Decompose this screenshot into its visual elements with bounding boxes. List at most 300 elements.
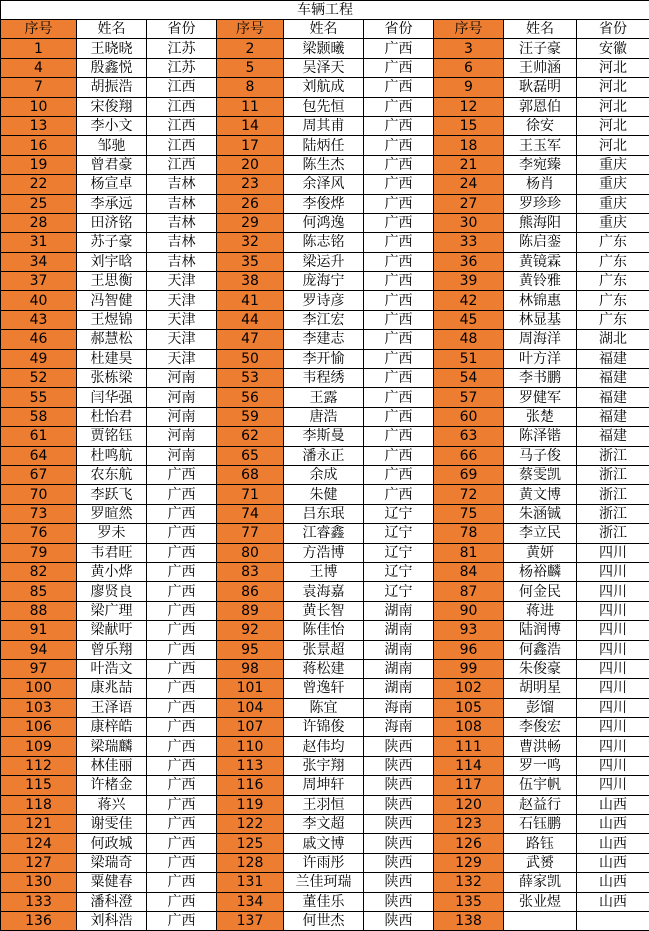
- seq-cell: 14: [217, 116, 284, 135]
- province-cell: 天津: [147, 272, 217, 291]
- province-cell: 广东: [577, 233, 649, 252]
- province-cell: 广西: [147, 892, 217, 911]
- province-cell: 广西: [364, 427, 434, 446]
- table-row: [1, 97, 649, 116]
- seq-cell: 98: [217, 659, 284, 678]
- name-cell: 林显基: [504, 310, 577, 329]
- table-row: [1, 446, 649, 465]
- seq-cell: 58: [1, 407, 77, 426]
- name-cell: 李宛臻: [504, 155, 577, 174]
- province-cell: 吉林: [147, 233, 217, 252]
- province-cell: 湖南: [364, 601, 434, 620]
- name-cell: 武赟: [504, 853, 577, 872]
- name-cell: 李斯曼: [284, 427, 364, 446]
- province-cell: 四川: [577, 679, 649, 698]
- province-cell: 广西: [147, 737, 217, 756]
- name-cell: 路钰: [504, 834, 577, 853]
- seq-cell: 55: [1, 388, 77, 407]
- seq-cell: 118: [1, 795, 77, 814]
- name-cell: 余成: [284, 465, 364, 484]
- seq-cell: 19: [1, 155, 77, 174]
- name-cell: 田济铭: [77, 213, 147, 232]
- name-cell: 杜怡君: [77, 407, 147, 426]
- name-cell: 何鸿逸: [284, 213, 364, 232]
- province-cell: 四川: [577, 756, 649, 775]
- table-row: [1, 233, 649, 252]
- seq-cell: 76: [1, 524, 77, 543]
- seq-cell: 7: [1, 78, 77, 97]
- name-cell: 王帅涵: [504, 58, 577, 77]
- seq-cell: 127: [1, 853, 77, 872]
- name-cell: 胡明星: [504, 679, 577, 698]
- table-row: [1, 213, 649, 232]
- seq-cell: 126: [434, 834, 504, 853]
- name-cell: 袁海嘉: [284, 582, 364, 601]
- table-row: [1, 853, 649, 872]
- name-cell: 庞海宁: [284, 272, 364, 291]
- province-cell: 广西: [364, 446, 434, 465]
- name-cell: 曹洪畅: [504, 737, 577, 756]
- table-row: [1, 873, 649, 892]
- province-cell: 广西: [147, 679, 217, 698]
- table-row: [1, 39, 649, 58]
- table-row: [1, 485, 649, 504]
- name-cell: 林锦惠: [504, 291, 577, 310]
- seq-cell: 115: [1, 776, 77, 795]
- name-cell: 张栋梁: [77, 369, 147, 388]
- name-cell: 梁瑞麟: [77, 737, 147, 756]
- name-cell: 余泽风: [284, 175, 364, 194]
- name-cell: 罗暄然: [77, 504, 147, 523]
- table-row: [1, 601, 649, 620]
- table-row: [1, 524, 649, 543]
- province-cell: 广西: [364, 252, 434, 271]
- province-cell: 四川: [577, 562, 649, 581]
- province-cell: 广西: [364, 58, 434, 77]
- seq-cell: 51: [434, 349, 504, 368]
- name-cell: 黄铃雅: [504, 272, 577, 291]
- province-cell: 四川: [577, 640, 649, 659]
- province-cell: 辽宁: [364, 524, 434, 543]
- name-cell: 梁献吁: [77, 621, 147, 640]
- name-cell: 黄小烨: [77, 562, 147, 581]
- province-cell: 广西: [147, 834, 217, 853]
- seq-cell: 96: [434, 640, 504, 659]
- name-cell: 郭恩伯: [504, 97, 577, 116]
- seq-cell: 57: [434, 388, 504, 407]
- seq-cell: 106: [1, 718, 77, 737]
- province-cell: 广西: [147, 562, 217, 581]
- province-cell: 福建: [577, 388, 649, 407]
- province-cell: 广西: [147, 756, 217, 775]
- seq-cell: 102: [434, 679, 504, 698]
- seq-cell: 32: [217, 233, 284, 252]
- province-cell: 河南: [147, 446, 217, 465]
- name-cell: 徐安: [504, 116, 577, 135]
- province-cell: 天津: [147, 291, 217, 310]
- seq-cell: 84: [434, 562, 504, 581]
- name-cell: 陈启銮: [504, 233, 577, 252]
- seq-cell: 108: [434, 718, 504, 737]
- header-seq-1: 序号: [1, 20, 77, 39]
- seq-cell: 116: [217, 776, 284, 795]
- name-cell: 石钰鹏: [504, 815, 577, 834]
- province-cell: 河南: [147, 369, 217, 388]
- table-row: [1, 718, 649, 737]
- seq-cell: 27: [434, 194, 504, 213]
- name-cell: 谢雯佳: [77, 815, 147, 834]
- seq-cell: 35: [217, 252, 284, 271]
- name-cell: 兰佳珂瑞: [284, 873, 364, 892]
- province-cell: 湖南: [364, 621, 434, 640]
- seq-cell: 107: [217, 718, 284, 737]
- seq-cell: 93: [434, 621, 504, 640]
- province-cell: 河南: [147, 427, 217, 446]
- header-seq-3: 序号: [434, 20, 504, 39]
- seq-cell: 92: [217, 621, 284, 640]
- province-cell: 广东: [577, 272, 649, 291]
- name-cell: 李承远: [77, 194, 147, 213]
- name-cell: 郝慧松: [77, 330, 147, 349]
- name-cell: 董佳乐: [284, 892, 364, 911]
- table-row: [1, 252, 649, 271]
- seq-cell: 82: [1, 562, 77, 581]
- province-cell: 陕西: [364, 815, 434, 834]
- province-cell: 广西: [147, 718, 217, 737]
- name-cell: 吴泽天: [284, 58, 364, 77]
- name-cell: 陈生杰: [284, 155, 364, 174]
- province-cell: 广东: [577, 310, 649, 329]
- name-cell: 李文超: [284, 815, 364, 834]
- seq-cell: 24: [434, 175, 504, 194]
- seq-cell: 34: [1, 252, 77, 271]
- name-cell: 梁运升: [284, 252, 364, 271]
- seq-cell: 9: [434, 78, 504, 97]
- name-cell: 黄文博: [504, 485, 577, 504]
- seq-cell: 88: [1, 601, 77, 620]
- seq-cell: 22: [1, 175, 77, 194]
- province-cell: 四川: [577, 718, 649, 737]
- header-name-2: 姓名: [284, 20, 364, 39]
- province-cell: 江西: [147, 116, 217, 135]
- seq-cell: 38: [217, 272, 284, 291]
- seq-cell: 21: [434, 155, 504, 174]
- name-cell: 陆炳任: [284, 136, 364, 155]
- seq-cell: 113: [217, 756, 284, 775]
- name-cell: 叶方洋: [504, 349, 577, 368]
- province-cell: 辽宁: [364, 543, 434, 562]
- name-cell: 戚文博: [284, 834, 364, 853]
- name-cell: 罗一鸣: [504, 756, 577, 775]
- seq-cell: 37: [1, 272, 77, 291]
- name-cell: 蔡雯凯: [504, 465, 577, 484]
- province-cell: 四川: [577, 659, 649, 678]
- name-cell: 康兆喆: [77, 679, 147, 698]
- seq-cell: 43: [1, 310, 77, 329]
- name-cell: 吕东珉: [284, 504, 364, 523]
- name-cell: 罗健军: [504, 388, 577, 407]
- name-cell: 李书鹏: [504, 369, 577, 388]
- province-cell: 重庆: [577, 194, 649, 213]
- name-cell: 李跃飞: [77, 485, 147, 504]
- name-cell: 何鑫浩: [504, 640, 577, 659]
- name-cell: 王泽语: [77, 698, 147, 717]
- seq-cell: 80: [217, 543, 284, 562]
- province-cell: 浙江: [577, 446, 649, 465]
- province-cell: 河北: [577, 58, 649, 77]
- table-row: [1, 291, 649, 310]
- name-cell: 朱健: [284, 485, 364, 504]
- seq-cell: 123: [434, 815, 504, 834]
- province-cell: 广西: [364, 175, 434, 194]
- title-row: [1, 1, 649, 20]
- name-cell: 罗诗彦: [284, 291, 364, 310]
- name-cell: 蒋松建: [284, 659, 364, 678]
- province-cell: 广西: [364, 39, 434, 58]
- table-row: [1, 272, 649, 291]
- seq-cell: 25: [1, 194, 77, 213]
- seq-cell: 91: [1, 621, 77, 640]
- province-cell: 广西: [364, 136, 434, 155]
- seq-cell: 3: [434, 39, 504, 58]
- province-cell: 陕西: [364, 756, 434, 775]
- name-cell: 梁瑞奇: [77, 853, 147, 872]
- table-row: [1, 640, 649, 659]
- name-cell: 冯智健: [77, 291, 147, 310]
- table-row: [1, 776, 649, 795]
- province-cell: 河北: [577, 97, 649, 116]
- seq-cell: 138: [434, 911, 504, 930]
- province-cell: 江苏: [147, 39, 217, 58]
- province-cell: 山西: [577, 815, 649, 834]
- province-cell: 广西: [147, 543, 217, 562]
- seq-cell: 114: [434, 756, 504, 775]
- seq-cell: 56: [217, 388, 284, 407]
- province-cell: 广西: [147, 621, 217, 640]
- name-cell: 赵益行: [504, 795, 577, 814]
- seq-cell: 46: [1, 330, 77, 349]
- sheet-title: 车辆工程: [1, 1, 649, 20]
- name-cell: 李立民: [504, 524, 577, 543]
- province-cell: 广西: [147, 601, 217, 620]
- province-cell: 吉林: [147, 252, 217, 271]
- name-cell: 宋俊翔: [77, 97, 147, 116]
- name-cell: 陈志铭: [284, 233, 364, 252]
- name-cell: 曾乐翔: [77, 640, 147, 659]
- name-cell: 江睿鑫: [284, 524, 364, 543]
- seq-cell: 50: [217, 349, 284, 368]
- province-cell: 海南: [364, 698, 434, 717]
- seq-cell: 90: [434, 601, 504, 620]
- table-row: [1, 349, 649, 368]
- table-row: [1, 194, 649, 213]
- table-row: [1, 892, 649, 911]
- province-cell: 广东: [577, 291, 649, 310]
- name-cell: 耿磊明: [504, 78, 577, 97]
- province-cell: 广西: [364, 349, 434, 368]
- table-row: [1, 116, 649, 135]
- province-cell: 广西: [364, 388, 434, 407]
- province-cell: 河北: [577, 136, 649, 155]
- province-cell: 四川: [577, 543, 649, 562]
- province-cell: 广西: [364, 78, 434, 97]
- province-cell: 陕西: [364, 795, 434, 814]
- seq-cell: 86: [217, 582, 284, 601]
- seq-cell: 64: [1, 446, 77, 465]
- seq-cell: 12: [434, 97, 504, 116]
- province-cell: 广西: [147, 795, 217, 814]
- table-row: [1, 175, 649, 194]
- province-cell: 浙江: [577, 504, 649, 523]
- province-cell: 广西: [147, 640, 217, 659]
- name-cell: 何政城: [77, 834, 147, 853]
- province-cell: 广东: [577, 252, 649, 271]
- province-cell: 山西: [577, 892, 649, 911]
- province-cell: 天津: [147, 310, 217, 329]
- province-cell: 陕西: [364, 911, 434, 930]
- seq-cell: 105: [434, 698, 504, 717]
- name-cell: 黄妍: [504, 543, 577, 562]
- province-cell: 陕西: [364, 853, 434, 872]
- seq-cell: 110: [217, 737, 284, 756]
- seq-cell: 1: [1, 39, 77, 58]
- seq-cell: 83: [217, 562, 284, 581]
- name-cell: 汪子豪: [504, 39, 577, 58]
- name-cell: 韦程绣: [284, 369, 364, 388]
- province-cell: 吉林: [147, 213, 217, 232]
- table-row: [1, 679, 649, 698]
- header-row: [1, 20, 649, 39]
- province-cell: 山西: [577, 834, 649, 853]
- province-cell: 广西: [147, 465, 217, 484]
- seq-cell: 23: [217, 175, 284, 194]
- name-cell: 李小文: [77, 116, 147, 135]
- name-cell: 何世杰: [284, 911, 364, 930]
- seq-cell: 65: [217, 446, 284, 465]
- seq-cell: 15: [434, 116, 504, 135]
- province-cell: 浙江: [577, 485, 649, 504]
- name-cell: 张宇翔: [284, 756, 364, 775]
- name-cell: 蒋兴: [77, 795, 147, 814]
- name-cell: 陈佳怡: [284, 621, 364, 640]
- header-province-3: 省份: [577, 20, 649, 39]
- name-cell: 杜鸣航: [77, 446, 147, 465]
- seq-cell: 71: [217, 485, 284, 504]
- province-cell: 辽宁: [364, 504, 434, 523]
- province-cell: 重庆: [577, 213, 649, 232]
- seq-cell: 124: [1, 834, 77, 853]
- province-cell: 广西: [147, 504, 217, 523]
- name-cell: 王煜锦: [77, 310, 147, 329]
- seq-cell: 137: [217, 911, 284, 930]
- name-cell: 许雨彤: [284, 853, 364, 872]
- table-row: [1, 427, 649, 446]
- seq-cell: 6: [434, 58, 504, 77]
- seq-cell: 54: [434, 369, 504, 388]
- name-cell: 方浩博: [284, 543, 364, 562]
- province-cell: 湖南: [364, 679, 434, 698]
- province-cell: 广西: [364, 194, 434, 213]
- seq-cell: 125: [217, 834, 284, 853]
- province-cell: 广西: [147, 815, 217, 834]
- name-cell: 殷鑫悦: [77, 58, 147, 77]
- seq-cell: 45: [434, 310, 504, 329]
- table-row: [1, 78, 649, 97]
- name-cell: 王玉军: [504, 136, 577, 155]
- seq-cell: 62: [217, 427, 284, 446]
- province-cell: 吉林: [147, 194, 217, 213]
- province-cell: 江西: [147, 97, 217, 116]
- province-cell: 河南: [147, 388, 217, 407]
- name-cell: 叶浩文: [77, 659, 147, 678]
- province-cell: 天津: [147, 330, 217, 349]
- province-cell: 江西: [147, 78, 217, 97]
- seq-cell: 70: [1, 485, 77, 504]
- seq-cell: 100: [1, 679, 77, 698]
- name-cell: 张业煜: [504, 892, 577, 911]
- seq-cell: 67: [1, 465, 77, 484]
- name-cell: 闫华强: [77, 388, 147, 407]
- seq-cell: 69: [434, 465, 504, 484]
- name-cell: 朱涵铖: [504, 504, 577, 523]
- name-cell: 王思衡: [77, 272, 147, 291]
- province-cell: [577, 911, 649, 930]
- seq-cell: 111: [434, 737, 504, 756]
- name-cell: 周其甫: [284, 116, 364, 135]
- seq-cell: 33: [434, 233, 504, 252]
- name-cell: 周坤轩: [284, 776, 364, 795]
- province-cell: 山西: [577, 853, 649, 872]
- name-cell: 潘科澄: [77, 892, 147, 911]
- seq-cell: 68: [217, 465, 284, 484]
- province-cell: 广西: [364, 97, 434, 116]
- name-cell: 刘航成: [284, 78, 364, 97]
- seq-cell: 10: [1, 97, 77, 116]
- province-cell: 四川: [577, 601, 649, 620]
- name-cell: 许楮金: [77, 776, 147, 795]
- name-cell: 包先恒: [284, 97, 364, 116]
- table-row: [1, 659, 649, 678]
- province-cell: 河北: [577, 78, 649, 97]
- name-cell: 熊海阳: [504, 213, 577, 232]
- seq-cell: 135: [434, 892, 504, 911]
- seq-cell: 132: [434, 873, 504, 892]
- seq-cell: 78: [434, 524, 504, 543]
- name-cell: 梁颢曦: [284, 39, 364, 58]
- table-row: [1, 562, 649, 581]
- header-name-1: 姓名: [77, 20, 147, 39]
- seq-cell: 48: [434, 330, 504, 349]
- name-cell: 潘永正: [284, 446, 364, 465]
- name-cell: 薛家凯: [504, 873, 577, 892]
- name-cell: 张楚: [504, 407, 577, 426]
- seq-cell: 119: [217, 795, 284, 814]
- seq-cell: 81: [434, 543, 504, 562]
- province-cell: 山西: [577, 873, 649, 892]
- seq-cell: 109: [1, 737, 77, 756]
- seq-cell: 20: [217, 155, 284, 174]
- province-cell: 广西: [147, 582, 217, 601]
- seq-cell: 99: [434, 659, 504, 678]
- seq-cell: 52: [1, 369, 77, 388]
- name-cell: 赵伟均: [284, 737, 364, 756]
- seq-cell: 121: [1, 815, 77, 834]
- seq-cell: 134: [217, 892, 284, 911]
- seq-cell: 89: [217, 601, 284, 620]
- seq-cell: 40: [1, 291, 77, 310]
- province-cell: 广西: [364, 369, 434, 388]
- table-row: [1, 330, 649, 349]
